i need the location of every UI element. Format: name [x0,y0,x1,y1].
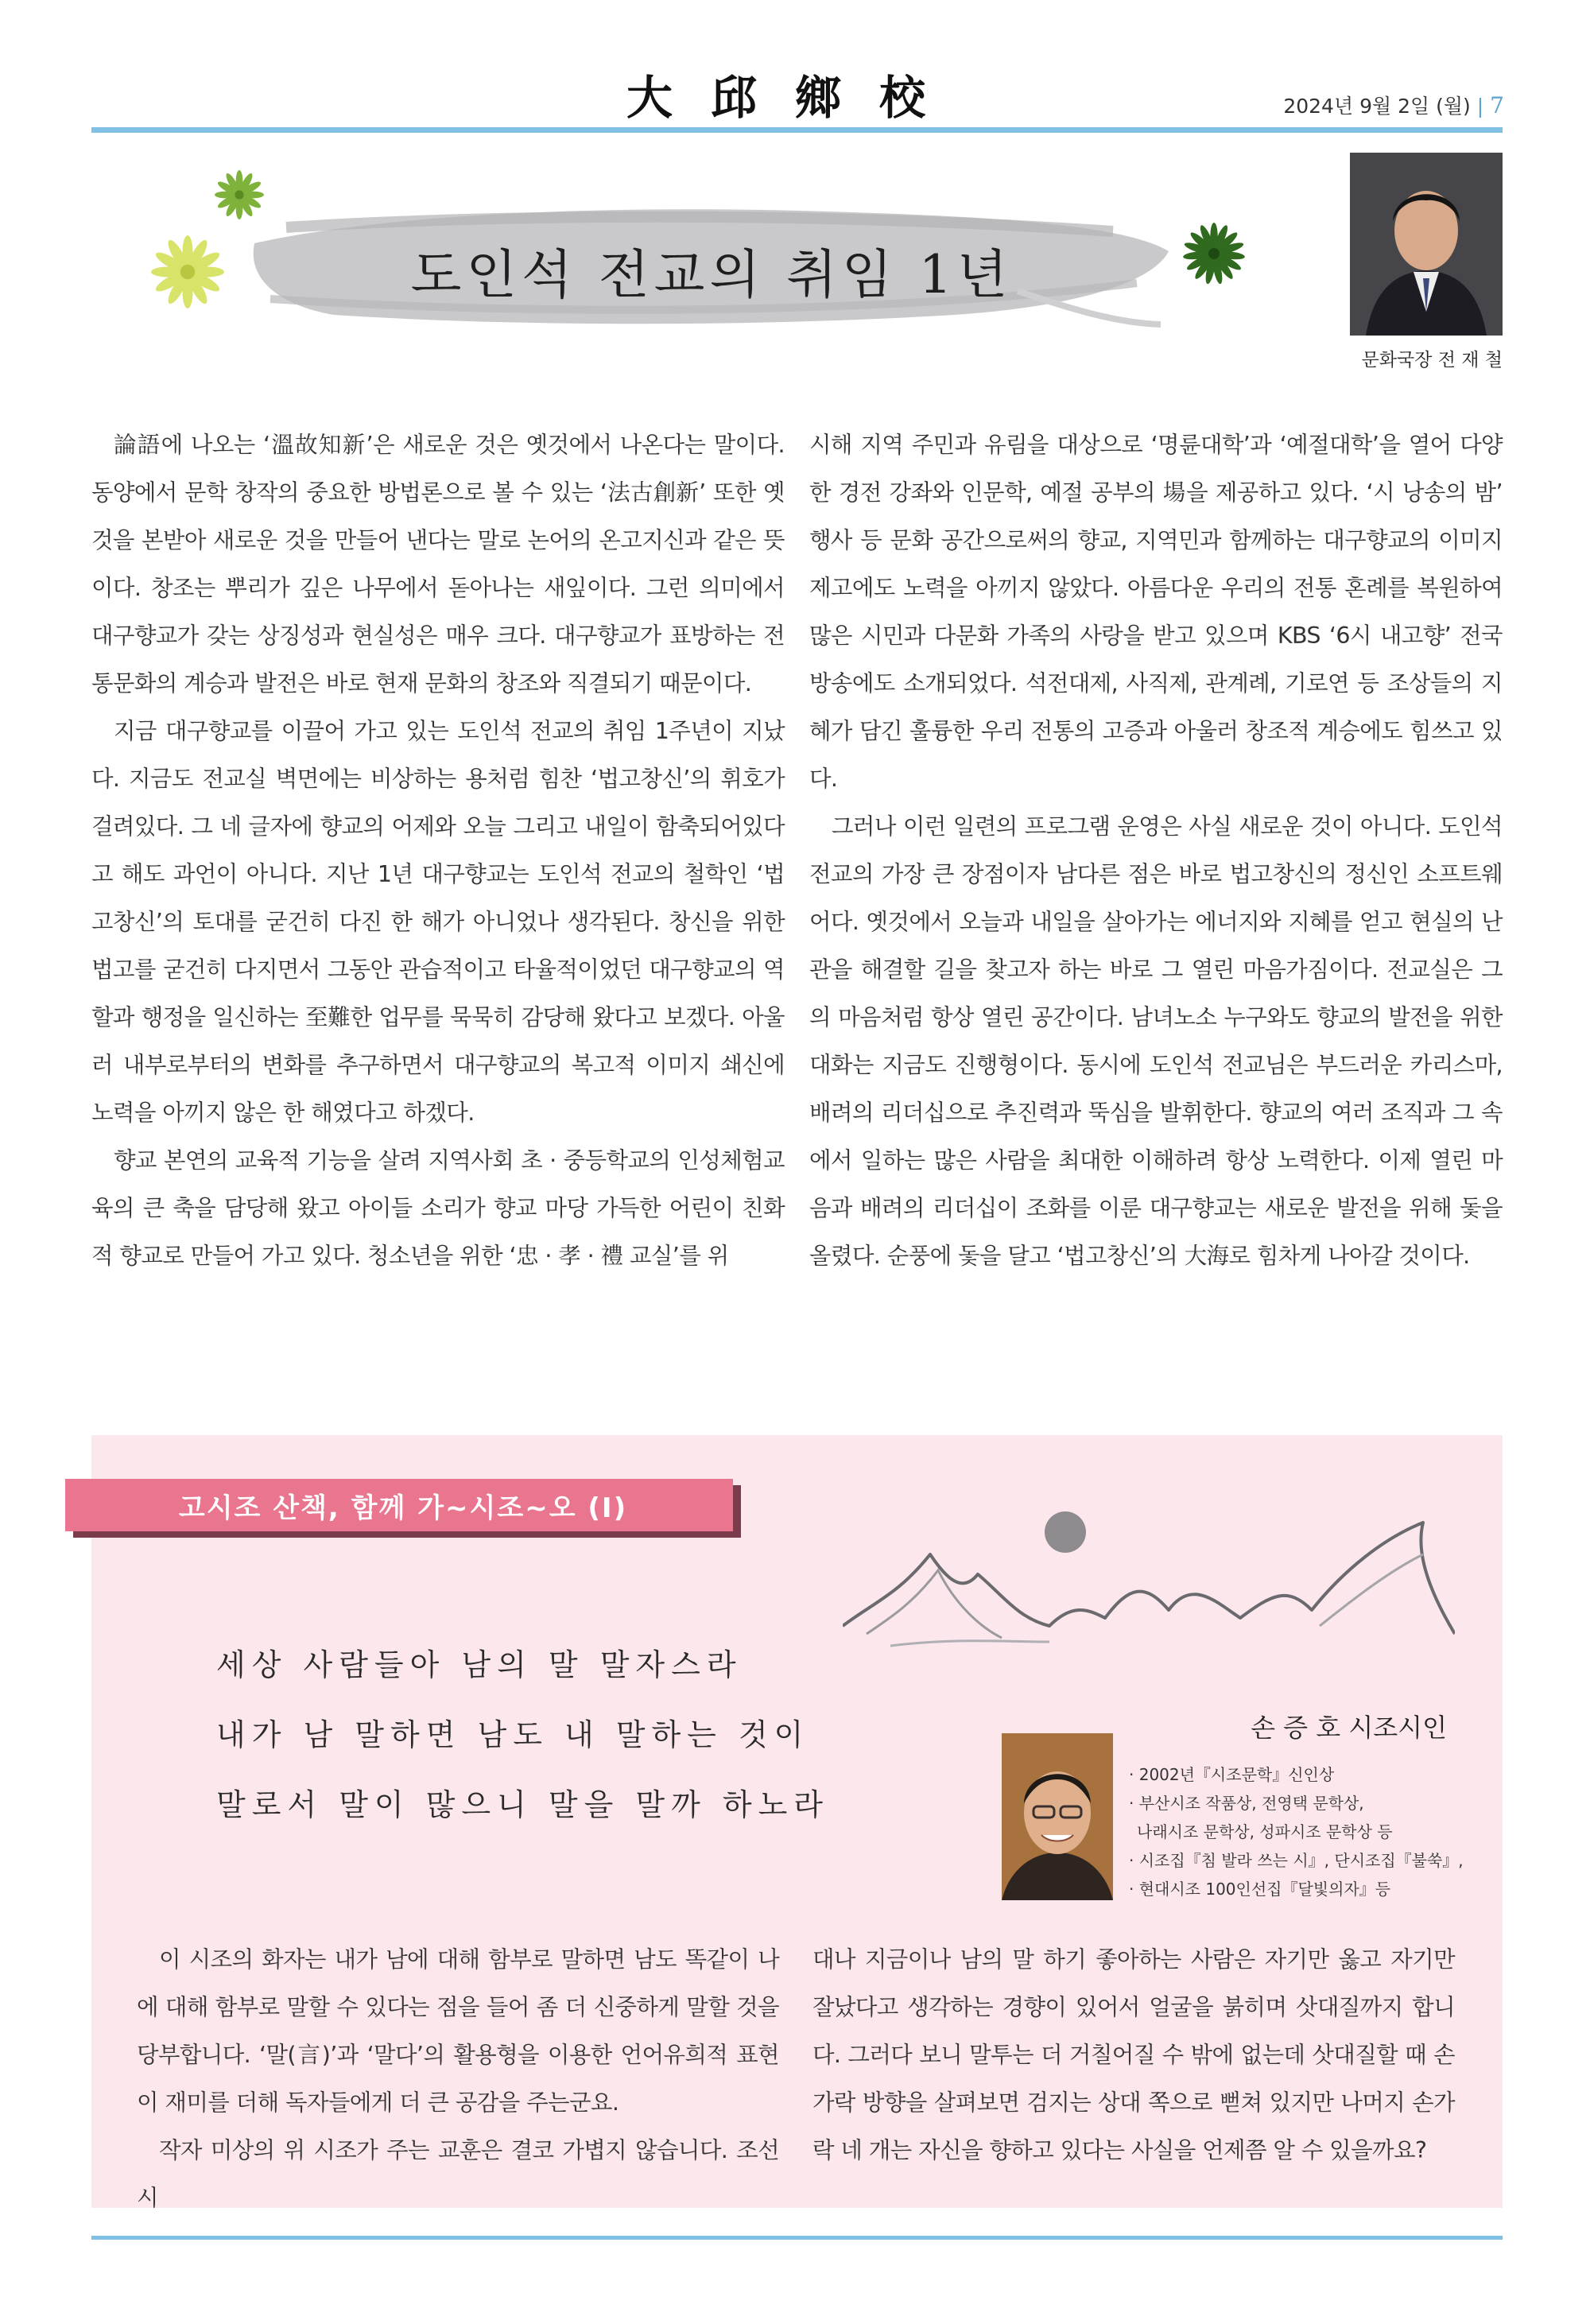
flower-icon [215,170,264,219]
article-paragraph: 지금 대구향교를 이끌어 가고 있는 도인석 전교의 취임 1주년이 지났다. 지금도 전교실 벽면에는 비상하는 용처럼 힘찬 ‘법고창신’의 휘호가 걸려있다. 그 네 글자에 향교의 어제와 오늘 그리고 내일이 함축되어있다고 해도 과언이 아니다. 지난 1년 대구향교는 도인석 전교의 철학인 ‘법고창신’의 토대를 굳건히 다진 한 해가 아니었나 생각된다. 창신을 위한 법고를 굳건히 다지면서 그동안 관습적이고 타율적이었던 대구향교의 역할과 행정을 일신하는 至難한 업무를 묵묵히 감당해 왔다고 보겠다. 아울러 내부로부터의 변화를 추구하면서 대구향교의 복고적 이미지 쇄신에 노력을 아끼지 않은 한 해였다고 하겠다. [91,718,785,1126]
article-column-left [91,421,785,1280]
article-paragraph: 그러나 이런 일련의 프로그램 운영은 사실 새로운 것이 아니다. 도인석 전교의 가장 큰 장점이자 남다른 점은 바로 법고창신의 정신인 소프트웨어다. 옛것에서 오늘과 내일을 살아가는 에너지와 지혜를 얻고 현실의 난관을 해결할 길을 찾고자 하는 바로 그 열린 마음가짐이다. 전교실은 그의 마음처럼 항상 열린 공간이다. 남녀노소 누구와도 향교의 발전을 위한 대화는 지금도 진행형이다. 동시에 도인석 전교님은 부드러운 카리스마, 배려의 리더십으로 추진력과 뚝심을 발휘한다. 향교의 여러 조직과 그 속에서 일하는 많은 사람을 최대한 이해하려 항상 노력한다. 이제 열린 마음과 배려의 리더십이 조화를 이룬 대구향교는 새로운 발전을 위해 돛을 올렸다. 순풍에 돛을 달고 ‘법고창신’의 大海로 힘차게 나아갈 것이다. [809,813,1503,1269]
article-column-right [809,421,1503,1280]
poet-bio-line: · 현대시조 100인선집『달빛의자』등 [1129,1880,1391,1899]
commentary-paragraph: 작자 미상의 위 시조가 주는 교훈은 결코 가볍지 않습니다. 조선시 [137,2137,779,2211]
poet-bio-line: · 부산시조 작품상, 전영택 문학상, [1129,1794,1364,1813]
poet-bio [1129,1760,1503,1903]
author-portrait-photo [1350,153,1503,336]
poet-bio-line: 나래시조 문학상, 성파시조 문학상 등 [1137,1822,1393,1841]
top-rule [91,127,1503,133]
author-caption: 문화국장 전 재 철 [1361,350,1503,371]
flower-icon [1183,223,1245,285]
poet-name: 손 증 호 시조시인 [1251,1713,1447,1743]
flower-icon [151,235,224,308]
commentary-paragraph: 이 시조의 화자는 내가 남에 대해 함부로 말하면 남도 똑같이 나에 대해 함부로 말할 수 있다는 점을 들어 좀 더 신중하게 말할 것을 당부합니다. ‘말(言)’과 ‘말다’의 활용형을 이용한 언어유희적 표현이 재미를 더해 독자들에게 더 큰 공감을 주는군요. [137,1946,779,2116]
newspaper-title: 大邱鄉校 [626,71,964,125]
poet-portrait-photo [1002,1733,1113,1900]
commentary-paragraph: 대나 지금이나 남의 말 하기 좋아하는 사람은 자기만 옳고 자기만 잘났다고 생각하는 경향이 있어서 얼굴을 붉히며 삿대질까지 합니다. 그러다 보니 말투는 더 거칠어질 수 밖에 없는데 삿대질할 때 손가락 방향을 살펴보면 검지는 상대 쪽으로 뻗쳐 있지만 나머지 손가락 네 개는 자신을 향하고 있다는 사실을 언제쯤 알 수 있을까요? [812,1946,1455,2163]
portrait-illustration [1002,1733,1113,1900]
mountain-ink-illustration [843,1507,1455,1666]
commentary-column-right [812,1936,1455,2175]
article-paragraph: 향교 본연의 교육적 기능을 살려 지역사회 초 · 중등학교의 인성체험교육의 큰 축을 담당해 왔고 아이들 소리가 향교 마당 가득한 어린이 친화적 향교로 만들어 가고 있다. 청소년을 위한 ‘忠 · 孝 · 禮 교실’를 위 [91,1147,785,1269]
poem [216,1630,932,1840]
poet-bio-line: · 시조집『침 발라 쓰는 시』, 단시조집『불쑥』, [1129,1851,1464,1870]
feature-title: 도인석 전교의 취임 1년 [410,244,1013,305]
poet-bio-line: · 2002년『시조문학』신인상 [1129,1765,1335,1784]
poem-line: 내가 남 말하면 남도 내 말하는 것이 [216,1717,810,1752]
issue-date: 2024년 9월 2일 (월) [1283,95,1471,118]
poem-line: 세상 사람들아 남의 말 말자스라 [216,1647,743,1682]
article-paragraph: 시해 지역 주민과 유림을 대상으로 ‘명륜대학’과 ‘예절대학’을 열어 다양한 경전 강좌와 인문학, 예절 공부의 場을 제공하고 있다. ‘시 낭송의 밤’ 행사 등 문화 공간으로써의 향교, 지역민과 함께하는 대구향교의 이미지 제고에도 노력을 아끼지 않았다. 아름다운 우리의 전통 혼례를 복원하여 많은 시민과 다문화 가족의 사랑을 받고 있으며 KBS ‘6시 내고향’ 전국 방송에도 소개되었다. 석전대제, 사직제, 관계례, 기로연 등 조상들의 지혜가 담긴 훌륭한 우리 전통의 고증과 아울러 창조적 계승에도 힘쓰고 있다. [809,432,1503,792]
date-separator: | [1476,95,1484,118]
commentary-column-left [137,1936,779,2222]
section-title: 고시조 산책, 함께 가~시조~오 (I) [178,1492,628,1524]
bottom-rule [91,2236,1503,2240]
article-paragraph: 論語에 나오는 ‘溫故知新’은 새로운 것은 옛것에서 나온다는 말이다. 동양에서 문학 창작의 중요한 방법론으로 볼 수 있는 ‘法古創新’ 또한 옛것을 본받아 새로운 것을 만들어 낸다는 말로 논어의 온고지신과 같은 뜻이다. 창조는 뿌리가 깊은 나무에서 돋아나는 새잎이다. 그런 의미에서 대구향교가 갖는 상징성과 현실성은 매우 크다. 대구향교가 표방하는 전통문화의 계승과 발전은 바로 현재 문화의 창조와 직결되기 때문이다. [91,432,785,696]
page-number: 7 [1490,92,1504,118]
poem-line: 말로서 말이 많으니 말을 말까 하노라 [216,1787,830,1822]
portrait-illustration [1350,153,1503,336]
issue-date-line [1283,91,1504,119]
masthead [0,48,1590,135]
